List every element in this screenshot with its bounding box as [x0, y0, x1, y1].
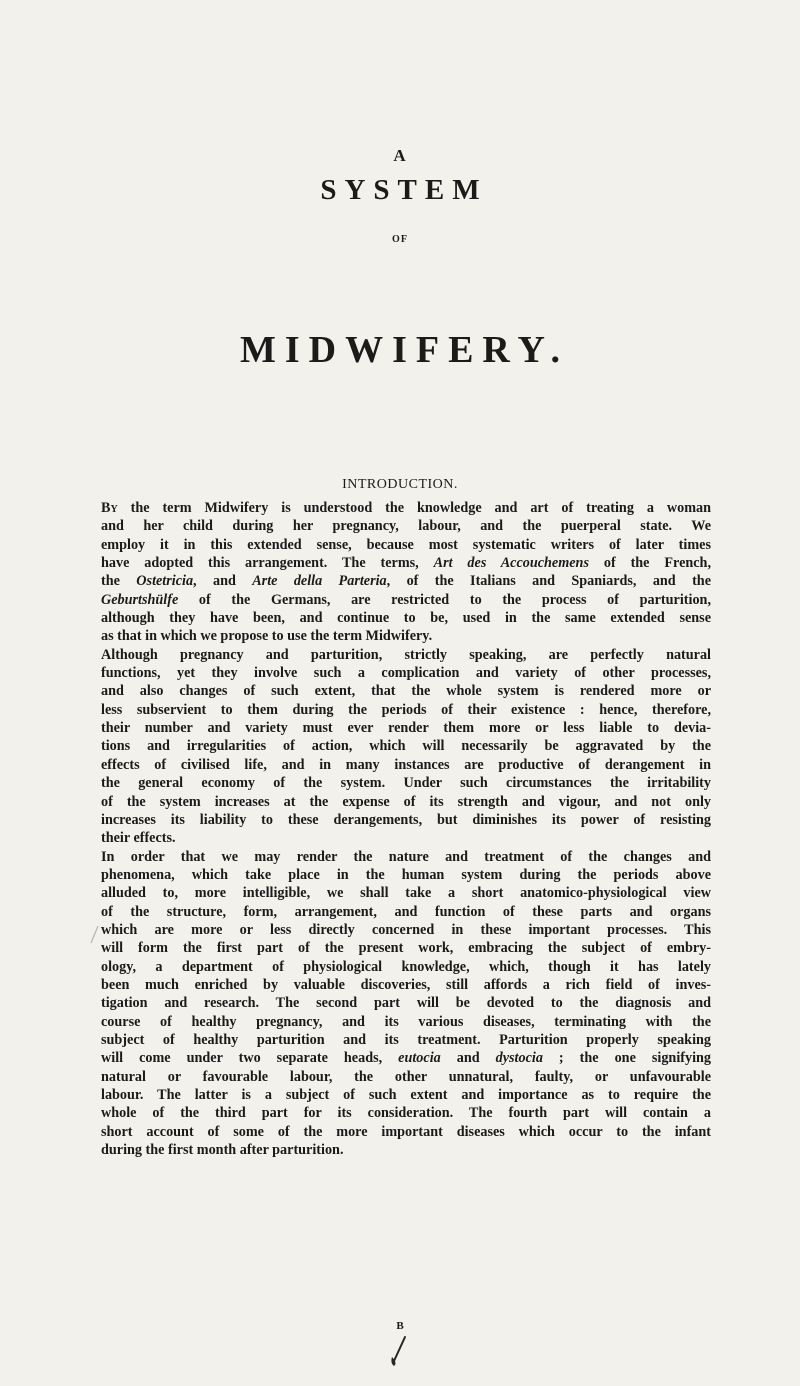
text-line: labour. The latter is a subject of such extent and importance as to require the: [101, 1087, 711, 1103]
text-line: and also changes of such extent, that the whole system is rendered more or: [101, 683, 711, 700]
text-line: tions and irregularities of action, which will necessarily be aggravated by the: [101, 738, 711, 755]
title-article: A: [393, 146, 407, 165]
text-line: of the structure, form, arrangement, and function of these parts and organs: [101, 903, 711, 920]
title-subject: MIDWIFERY.: [239, 329, 569, 371]
text-line: ology, a department of physiological knowledge, which, though it has lately: [101, 958, 711, 975]
text-line: will form the first part of the present work, embracing the subject of embry-: [101, 940, 711, 957]
text-line: tigation and research. The second part will be devoted to the diagnosis and: [101, 995, 711, 1012]
text-line: short account of some of the more important diseases which occur to the infant: [101, 1123, 711, 1140]
text-line: Geburtshülfe of the Germans, are restricted to the process of parturition,: [101, 591, 711, 608]
introduction-body: [101, 499, 711, 1159]
text-line: alluded to, more intelligible, we shall take a short anatomico-physiological view: [101, 885, 711, 902]
margin-pencil-mark: [88, 924, 102, 946]
text-line: the general economy of the system. Under such circumstances the irritability: [101, 775, 711, 792]
text-line: natural or favourable labour, the other unnatural, faulty, or unfavourable: [101, 1068, 711, 1085]
text-line: their effects.: [101, 830, 176, 847]
text-line: have adopted this arrangement. The terms, Art des Accouchemens of the French,: [101, 555, 711, 572]
text-line: been much enriched by valuable discoveries, still affords a rich field of inves-: [101, 976, 711, 993]
text-line: By the term Midwifery is understood the knowledge and art of treating a woman: [101, 500, 711, 516]
text-line: less subservient to them during the periods of their existence : hence, therefore,: [101, 701, 711, 718]
title-of: OF: [392, 234, 408, 245]
text-line: Although pregnancy and parturition, strictly speaking, are perfectly natural: [101, 646, 711, 663]
introduction-heading: INTRODUCTION.: [342, 477, 458, 492]
text-line: of the system increases at the expense of its strength and vigour, and not only: [101, 793, 711, 810]
text-line: during the first month after parturition.: [101, 1142, 344, 1159]
text-line: phenomena, which take place in the human system during the periods above: [101, 866, 711, 883]
text-line: subject of healthy parturition and its treatment. Parturition properly speaking: [101, 1031, 711, 1048]
text-line: In order that we may render the nature and treatment of the changes and: [101, 848, 711, 865]
text-line: and her child during her pregnancy, labour, and the puerperal state. We: [101, 518, 711, 535]
text-line: although they have been, and continue to be, used in the same extended sense: [101, 610, 711, 627]
text-line: which are more or less directly concerned in these important processes. This: [101, 921, 711, 938]
text-line: functions, yet they involve such a complication and variety of other processes,: [101, 665, 711, 682]
text-line: the Ostetricia, and Arte della Parteria, of the Italians and Spaniards, and the: [101, 573, 711, 590]
text-line: employ it in this extended sense, because most systematic writers of later times: [101, 536, 711, 553]
text-line: increases its liability to these derangements, but diminishes its power of resisting: [101, 811, 711, 828]
signature-mark: B: [396, 1320, 404, 1332]
text-line: as that in which we propose to use the term Midwifery.: [101, 628, 433, 645]
handwritten-mark-icon: [388, 1334, 412, 1368]
title-system: SYSTEM: [320, 174, 488, 206]
text-line: will come under two separate heads, eutocia and dystocia ; the one signifying: [101, 1050, 711, 1067]
text-line: whole of the third part for its consideration. The fourth part will contain a: [101, 1105, 711, 1122]
text-line: effects of civilised life, and in many instances are productive of derangement in: [101, 756, 711, 773]
text-line: course of healthy pregnancy, and its various diseases, terminating with the: [101, 1013, 711, 1030]
text-line: their number and variety must ever render them more or less liable to devia-: [101, 720, 711, 737]
